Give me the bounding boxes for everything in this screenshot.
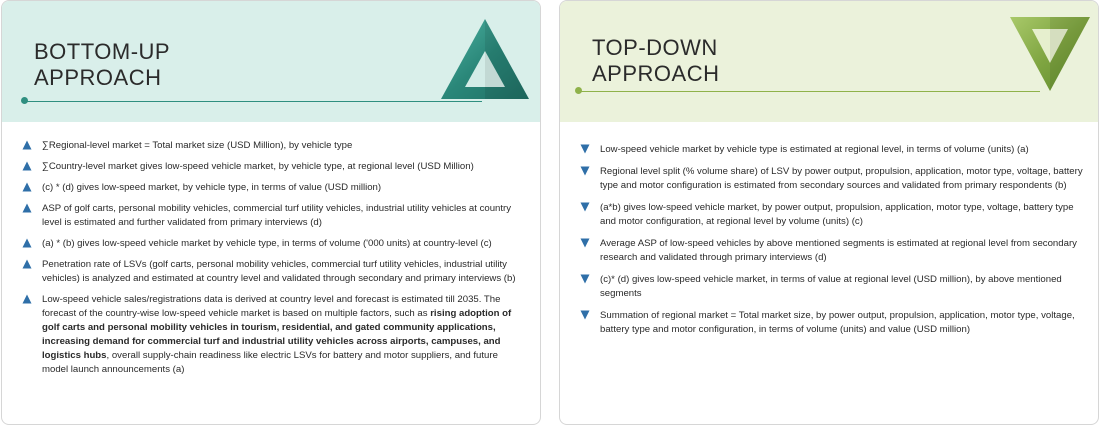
triangle-down-bullet-icon bbox=[580, 144, 590, 154]
triangle-up-bullet-icon bbox=[22, 182, 32, 192]
list-item-text-bold: rising adoption of golf carts and personal mobility vehicles in tourism, residential, and gated community applications, increasing demand for commercial turf and industrial utility vehicles across airports, campuses, and logistics hubs bbox=[42, 308, 512, 361]
triangle-down-bullet-icon bbox=[580, 274, 590, 284]
list-item bbox=[578, 165, 1084, 193]
bottom-up-title-line1: BOTTOM-UP bbox=[34, 39, 171, 64]
triangle-down-bullet-icon bbox=[580, 166, 590, 176]
list-item bbox=[578, 273, 1084, 301]
header-divider-line bbox=[25, 101, 482, 102]
list-item-text: (a*b) gives low-speed vehicle market, by power output, propulsion, application, motor type, voltage, battery type and motor configuration, at regional level by volume (units) (c) bbox=[600, 202, 1074, 227]
list-item bbox=[20, 160, 526, 174]
list-item bbox=[20, 293, 526, 377]
list-item-text: ASP of golf carts, personal mobility vehicles, commercial turf utility vehicles, industrial utility vehicles at country level is estimated and further validated from primary interviews (d) bbox=[42, 203, 512, 228]
triangle-up-bullet-icon bbox=[22, 203, 32, 213]
list-item-text: ∑Country-level market gives low-speed vehicle market, by vehicle type, at regional level (USD Million) bbox=[42, 161, 474, 172]
top-down-list bbox=[578, 143, 1084, 345]
triangle-up-bullet-icon bbox=[22, 294, 32, 304]
triangle-up-bullet-icon bbox=[22, 259, 32, 269]
list-item bbox=[578, 201, 1084, 229]
triangle-up-bullet-icon bbox=[22, 161, 32, 171]
list-item-text: Average ASP of low-speed vehicles by above mentioned segments is estimated at regional level from secondary research and validated through primary interviews (d) bbox=[600, 238, 1077, 263]
top-down-title-line2: APPROACH bbox=[592, 61, 720, 86]
list-item-text: (c)* (d) gives low-speed vehicle market, in terms of value at regional level (USD million), by above mentioned segments bbox=[600, 274, 1062, 299]
triangle-up-icon bbox=[439, 17, 531, 101]
list-item-text: Regional level split (% volume share) of LSV by power output, propulsion, application, motor type, voltage, battery type and motor configuration is estimated from secondary sources and validated from primary respondents (b) bbox=[600, 166, 1083, 191]
list-item bbox=[578, 237, 1084, 265]
list-item bbox=[578, 309, 1084, 337]
list-item bbox=[20, 258, 526, 286]
list-item-text: ∑Regional-level market = Total market size (USD Million), by vehicle type bbox=[42, 140, 353, 151]
top-down-header bbox=[560, 1, 1098, 122]
header-divider-dot bbox=[21, 97, 28, 104]
triangle-up-bullet-icon bbox=[22, 238, 32, 248]
triangle-up-bullet-icon bbox=[22, 140, 32, 150]
list-item bbox=[20, 237, 526, 251]
list-item bbox=[578, 143, 1084, 157]
list-item bbox=[20, 181, 526, 195]
header-divider-dot bbox=[575, 87, 582, 94]
list-item-text: Low-speed vehicle market by vehicle type is estimated at regional level, in terms of volume (units) (a) bbox=[600, 144, 1029, 155]
list-item-text: Penetration rate of LSVs (golf carts, personal mobility vehicles, commercial turf utility vehicles, industrial utility vehicles) is analyzed and estimated at country level and validated through secondary and primary interviews (b) bbox=[42, 259, 516, 284]
top-down-panel bbox=[559, 0, 1099, 425]
list-item-text-post: , overall supply-chain readiness like electric LSVs for battery and motor suppliers, and future model launch announcements (a) bbox=[42, 350, 498, 375]
triangle-down-icon bbox=[1008, 15, 1092, 93]
bottom-up-title bbox=[34, 39, 170, 91]
list-item-text: (c) * (d) gives low-speed market, by vehicle type, in terms of value (USD million) bbox=[42, 182, 382, 193]
top-down-title-line1: TOP-DOWN bbox=[592, 35, 718, 60]
bottom-up-header bbox=[2, 1, 540, 122]
list-item-text-pre: Low-speed vehicle sales/registrations data is derived at country level and forecast is estimated till 2035. The forecast of the country-wise low-speed vehicle market is based on multiple factors, such as bbox=[42, 294, 501, 319]
list-item bbox=[20, 202, 526, 230]
bottom-up-list bbox=[20, 139, 526, 384]
bottom-up-panel bbox=[1, 0, 541, 425]
header-divider-line bbox=[580, 91, 1040, 92]
triangle-down-bullet-icon bbox=[580, 202, 590, 212]
top-down-title bbox=[592, 35, 719, 87]
bottom-up-title-line2: APPROACH bbox=[34, 65, 162, 90]
triangle-down-bullet-icon bbox=[580, 310, 590, 320]
list-item-text: (a) * (b) gives low-speed vehicle market by vehicle type, in terms of volume ('000 units) at country-level (c) bbox=[42, 238, 492, 249]
list-item-text: Summation of regional market = Total market size, by power output, propulsion, application, motor type, voltage, battery type and motor configuration, in terms of volume (units) and value (USD million) bbox=[600, 310, 1075, 335]
triangle-down-bullet-icon bbox=[580, 238, 590, 248]
list-item bbox=[20, 139, 526, 153]
